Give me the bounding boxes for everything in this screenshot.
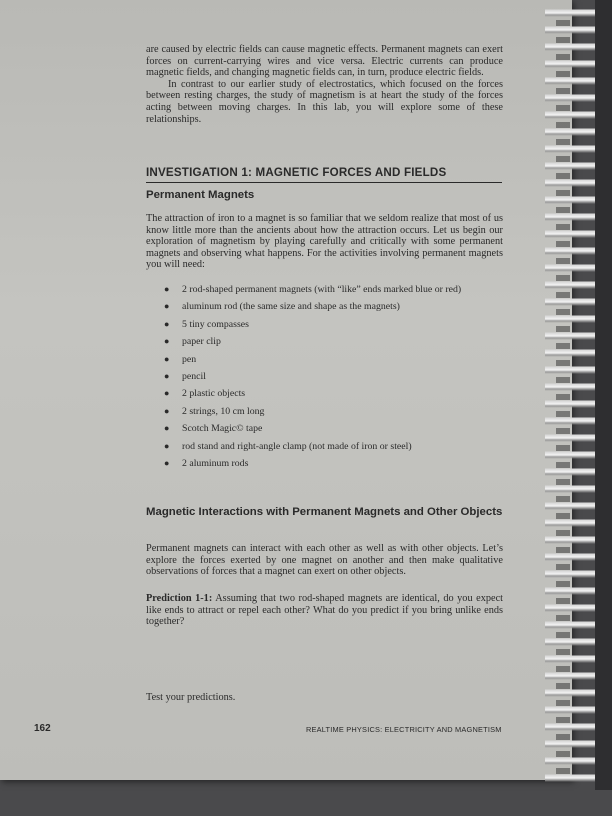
prediction-text: Assuming that two rod-shaped magnets are identical, do you expect like ends to attract or repel each other? What do you predict if you bring unlike ends together? <box>146 593 504 628</box>
bullet-icon: ● <box>164 388 170 399</box>
bullet-icon: ● <box>164 423 170 434</box>
book-title-footer: REALTIME PHYSICS: ELECTRICITY AND MAGNETISM <box>306 725 502 734</box>
bullet-icon: ● <box>164 284 170 294</box>
prediction-block <box>146 593 503 628</box>
section1-paragraph-block <box>146 213 503 271</box>
prediction-label: Prediction 1-1: <box>146 593 213 604</box>
list-item: ● 2 rod-shaped permanent magnets (with “like” ends marked blue or red) <box>164 284 462 295</box>
section1-paragraph: The attraction of iron to a magnet is so familiar that we seldom realize that most of us know little more than the ancients about how the attraction occurs. Let us begin our exploration of magnetism by playing carefully and critically with some permanent magnets and observing what happens. For the activities involving permanent magnets you will need: <box>146 213 503 271</box>
bullet-icon: ● <box>164 440 170 451</box>
section2-paragraph: Permanent magnets can interact with each other as well as with other objects. Let’s explore the forces exerted by one magnet on another and then make qualitative observations of forces that a magnet can exert on other objects. <box>146 543 503 578</box>
list-item: ● Scotch Magic© tape <box>164 423 263 435</box>
list-item: ● 2 aluminum rods <box>164 457 249 469</box>
list-item: ● paper clip <box>164 336 221 348</box>
list-item: ● pen <box>164 353 197 365</box>
list-item: ● rod stand and right-angle clamp (not made of iron or steel) <box>164 440 412 452</box>
binding-holes <box>556 20 570 780</box>
bullet-icon: ● <box>164 353 170 364</box>
section-title-magnetic-interactions: Magnetic Interactions with Permanent Magnets and Other Objects <box>146 506 503 518</box>
binding-shadow <box>595 0 612 790</box>
bullet-icon: ● <box>164 457 170 468</box>
list-item: ● 2 strings, 10 cm long <box>164 405 265 417</box>
bullet-icon: ● <box>164 405 170 416</box>
bullet-icon: ● <box>164 370 170 381</box>
intro-paragraph-1: are caused by electric fields can cause magnetic effects. Permanent magnets can exert forces on current-carrying wires and vice versa. Electric currents can produce magnetic fields, and changing magnetic fields can, in turn, produce electric fields. <box>146 44 503 79</box>
intro-text <box>146 44 503 125</box>
bullet-icon: ● <box>164 318 170 329</box>
list-item: ● aluminum rod (the same size and shape as the magnets) <box>164 301 400 313</box>
materials-list <box>164 284 461 475</box>
page-number: 162 <box>34 723 51 734</box>
list-item: ● 2 plastic objects <box>164 388 246 400</box>
prediction-paragraph <box>146 593 503 628</box>
list-item: ● 5 tiny compasses <box>164 318 249 330</box>
bullet-icon: ● <box>164 301 170 312</box>
investigation-title: INVESTIGATION 1: MAGNETIC FORCES AND FIELDS <box>146 166 502 183</box>
intro-paragraph-2: In contrast to our earlier study of electrostatics, which focused on the forces between resting charges, the study of magnetism is at heart the study of the forces acting between moving charges. In this lab, you will explore some of these relationships. <box>146 78 503 125</box>
list-item: ● pencil <box>164 370 206 382</box>
section-title-permanent-magnets: Permanent Magnets <box>146 189 255 201</box>
test-predictions: Test your predictions. <box>146 692 236 703</box>
bullet-icon: ● <box>164 336 170 347</box>
section2-paragraph-block <box>146 543 503 578</box>
